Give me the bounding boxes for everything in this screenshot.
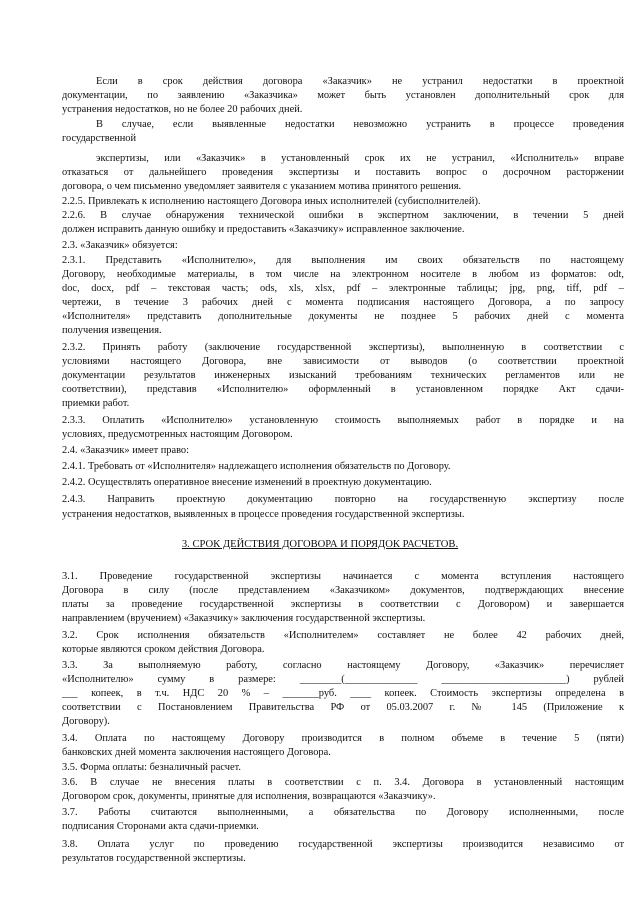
text-line: doc, docx, pdf – текстовая часть; ods, xls, xlsx, pdf – электронные таблицы; jpg, png, tiff, pdf – <box>62 283 624 294</box>
text-line: банковских дней момента заключения настоящего Договора. <box>62 747 331 758</box>
text-line: Договором срок, документы, принятые для исполнения, возвращаются «Заказчику». <box>62 791 436 802</box>
clause-2-3-3: 2.3.3. Оплатить «Исполнителю» установленную стоимость выполняемых работ в порядке и на <box>62 415 624 426</box>
text-line: договора, о чем письменно уведомляет заявителя с указанием мотива принятого решения. <box>62 181 462 192</box>
text-line: Договору, необходимые материалы, в том числе на электронном носителе в любом из форматов: odt, <box>62 269 624 280</box>
text-line: отказаться от дальнейшего проведения экспертизы и поставить вопрос о досрочном расторжении <box>62 167 624 178</box>
clause-3-5: 3.5. Форма оплаты: безналичный расчет. <box>62 762 241 773</box>
clause-2-3-2: 2.3.2. Принять работу (заключение государственной экспертизы), выполненную в соответствии с <box>62 342 624 353</box>
clause-3-8: 3.8. Оплата услуг по проведению государственной экспертизы производится независимо от <box>62 839 624 850</box>
clause-2-2-6: 2.2.6. В случае обнаружения технической ошибки в экспертном заключении, в течении 5 дней <box>62 210 624 221</box>
text-line: Если в срок действия договора «Заказчик» не устранил недостатки в проектной <box>96 76 624 87</box>
clause-2-4-1: 2.4.1. Требовать от «Исполнителя» надлежащего исполнения обязательств по Договору. <box>62 461 451 472</box>
text-line: Договору). <box>62 716 110 727</box>
text-line: приемки работ. <box>62 398 130 409</box>
text-line: экспертизы, или «Заказчик» в установленный срок их не устранил, «Исполнитель» вправе <box>96 153 624 164</box>
clause-3-3: 3.3. За выполняемую работу, согласно настоящему Договору, «Заказчик» перечисляет <box>62 660 624 671</box>
text-line: платы за проведение государственной экспертизы в соответствии с Договором) и завершается <box>62 599 624 610</box>
clause-3-2: 3.2. Срок исполнения обязательств «Исполнителем» составляет не более 42 рабочих дней, <box>62 630 624 641</box>
text-line: документации результатов инженерных изысканий требованиям технических регламентов или не <box>62 370 624 381</box>
text-line: устранения недостатков, выявленных в процессе проведения государственной экспертизы. <box>62 509 465 520</box>
text-line: направлением (вручением) «Заказчику» заключения государственной экспертизы. <box>62 613 426 624</box>
clause-2-2-5: 2.2.5. Привлекать к исполнению настоящего Договора иных исполнителей (субисполнителей). <box>62 196 481 207</box>
text-line: подписания Сторонами акта сдачи-приемки. <box>62 821 259 832</box>
text-line: В случае, если выявленные недостатки невозможно устранить в процессе проведения <box>96 119 624 130</box>
text-line: ___ копеек, в т.ч. НДС 20 % – _______руб. ____ копеек. Стоимость экспертизы определена в <box>62 688 624 699</box>
text-line: устранения недостатков, но не более 20 рабочих дней. <box>62 104 303 115</box>
clause-3-4: 3.4. Оплата по настоящему Договору производится в полном объеме в течение 5 (пяти) <box>62 733 624 744</box>
clause-2-4-3: 2.4.3. Направить проектную документацию повторно на государственную экспертизу после <box>62 494 624 505</box>
text-line: условиями настоящего Договора, вне зависимости от выводов (о соответствии проектной <box>62 356 624 367</box>
text-line: получения извещения. <box>62 325 162 336</box>
text-line: «Исполнителю» сумму в размере: ________(______________ ________________________) рублей <box>62 674 624 685</box>
text-line: которые являются сроком действия Договора. <box>62 644 265 655</box>
clause-3-6: 3.6. В случае не внесения платы в соответствии с п. 3.4. Договора в установленный настоящим <box>62 777 624 788</box>
text-line: соответствии), представив «Исполнителю» оформленный в установленном порядке Акт сдачи- <box>62 384 624 395</box>
text-line: документации, по заявлению «Заказчика» может быть установлен дополнительный срок для <box>62 90 624 101</box>
clause-2-4: 2.4. «Заказчик» имеет право: <box>62 445 190 456</box>
clause-2-3-1: 2.3.1. Представить «Исполнителю», для выполнения им своих обязательств по настоящему <box>62 255 624 266</box>
section-3-heading: 3. СРОК ДЕЙСТВИЯ ДОГОВОРА И ПОРЯДОК РАСЧЕТОВ. <box>181 539 459 550</box>
text-line: Договора в силу (после представлением «Заказчиком» документов, подтверждающих внесение <box>62 585 624 596</box>
text-line: государственной <box>62 133 137 144</box>
text-line: «Исполнителя» представить дополнительные документы не позднее 5 рабочих дней с момента <box>62 311 624 322</box>
clause-3-7: 3.7. Работы считаются выполненными, а обязательства по Договору исполненными, после <box>62 807 624 818</box>
clause-3-1: 3.1. Проведение государственной экспертизы начинается с момента вступления настоящего <box>62 571 624 582</box>
text-line: условиях, предусмотренных настоящим Договором. <box>62 429 293 440</box>
text-line: должен исправить данную ошибку и предоставить «Заказчику» исправленное заключение. <box>62 224 465 235</box>
clause-2-3: 2.3. «Заказчик» обязуется: <box>62 240 178 251</box>
text-line: чертежи, в течение 3 рабочих дней с момента подписания настоящего Договора, а по запросу <box>62 297 624 308</box>
text-line: результатов государственной экспертизы. <box>62 853 246 864</box>
clause-2-4-2: 2.4.2. Осуществлять оперативное внесение изменений в проектную документацию. <box>62 477 432 488</box>
text-line: соответствии с Постановлением Правительства РФ от 05.03.2007 г. № 145 (Приложение к <box>62 702 624 713</box>
